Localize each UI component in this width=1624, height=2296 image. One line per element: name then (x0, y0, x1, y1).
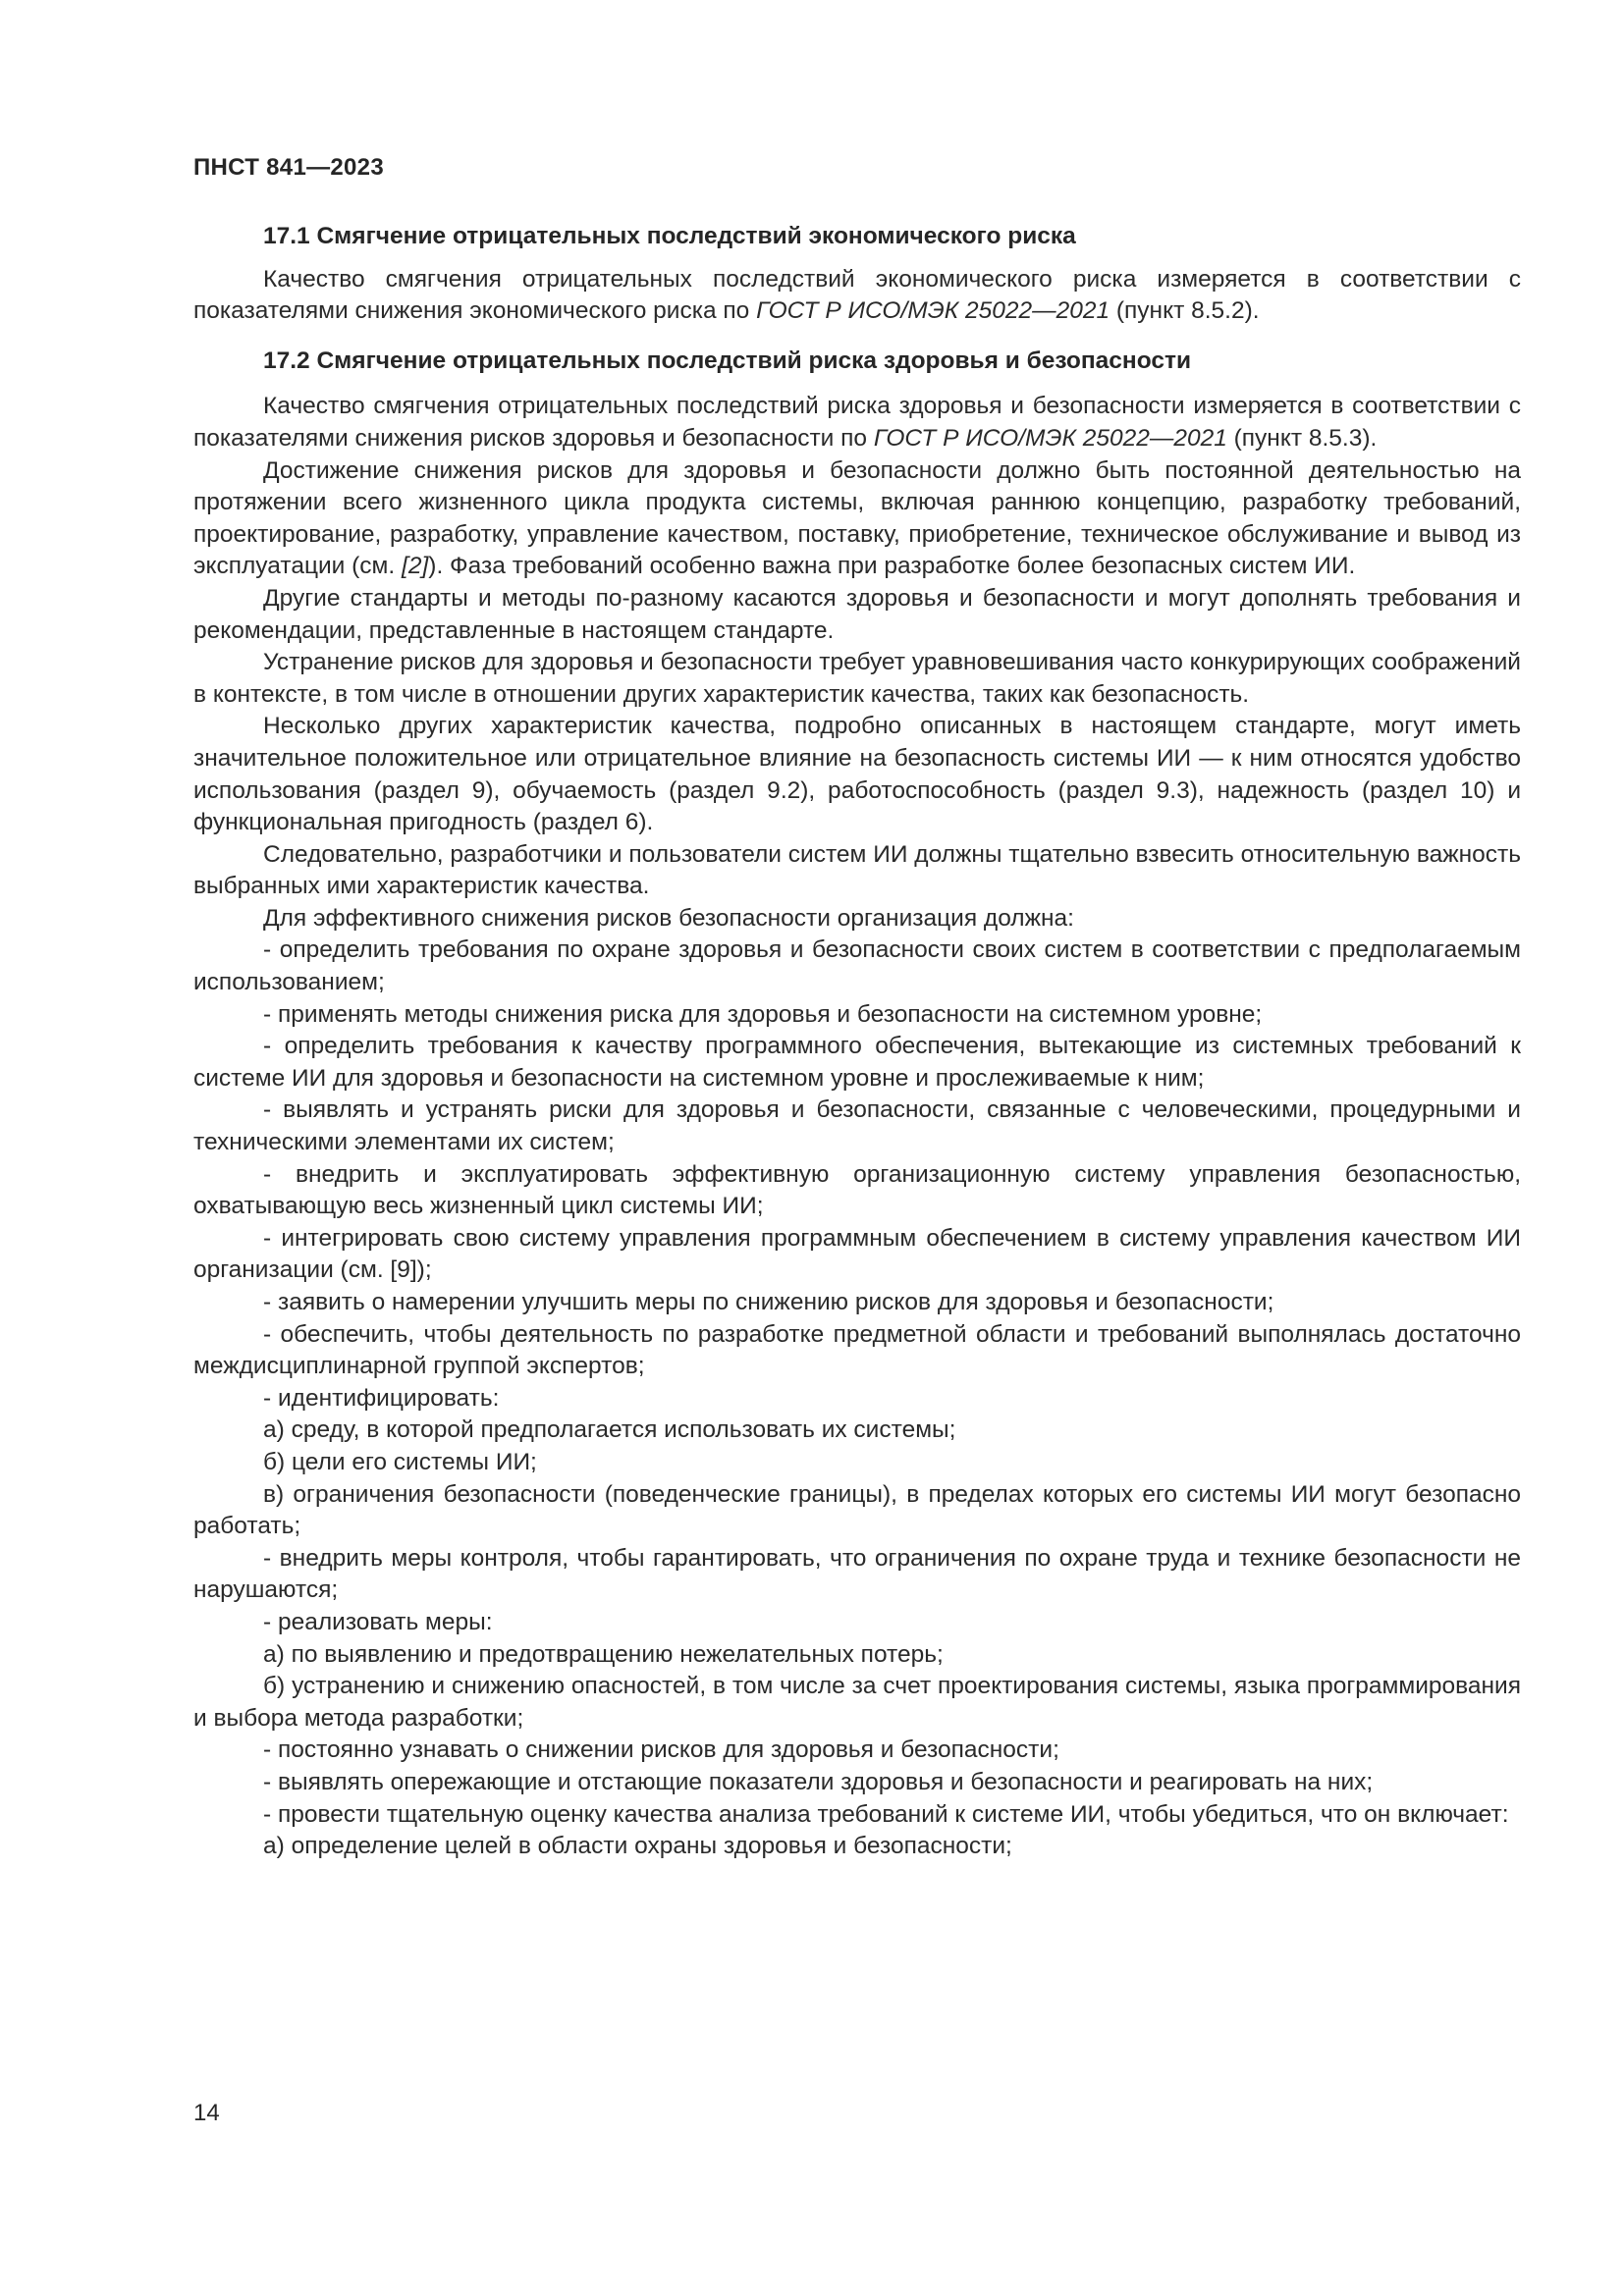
reference: [2] (402, 553, 429, 580)
list-item: в) ограничения безопасности (поведенческие границы), в пределах которых его системы ИИ могут безопасно работать; (193, 1480, 1521, 1540)
list-item: - обеспечить, чтобы деятельность по разработке предметной области и требований выполнялась достаточно междисциплинарной группой экспертов; (193, 1320, 1521, 1380)
list-item: - внедрить меры контроля, чтобы гарантировать, что ограничения по охране труда и технике безопасности не нарушаются; (193, 1544, 1521, 1604)
list-item: - выявлять опережающие и отстающие показатели здоровья и безопасности и реагировать на них; (263, 1768, 1374, 1795)
list-item: а) определение целей в области охраны здоровья и безопасности; (263, 1833, 1012, 1860)
page-number: 14 (193, 2100, 220, 2126)
paragraph: Достижение снижения рисков для здоровья и безопасности должно быть постоянной деятельностью на протяжении всего жизненного цикла продукта системы, включая раннюю концепцию, разработку требований, проектирование, разработку, управление качеством, поставку, приобретение, техническое обслуживание и вывод из эксплуатации (см. [2]). Фаза требований особенно важна при разработке более безопасных систем ИИ. (193, 456, 1521, 580)
list-item: - реализовать меры: (263, 1608, 493, 1635)
paragraph: Качество смягчения отрицательных последствий риска здоровья и безопасности измеряется в соответствии с показателями снижения рисков здоровья и безопасности по ГОСТ Р ИСО/МЭК 25022—2021 (пункт 8.5.3). (193, 393, 1521, 452)
list-item: - внедрить и эксплуатировать эффективную организационную систему управления безопасностью, охватывающую весь жизненный цикл системы ИИ; (193, 1160, 1521, 1220)
document-header: ПНСТ 841—2023 (193, 154, 384, 181)
section-heading-17-2: 17.2 Смягчение отрицательных последствий риска здоровья и безопасности (263, 347, 1192, 374)
list-item: - интегрировать свою систему управления программным обеспечением в систему управления качеством ИИ организации (см. [9]); (193, 1224, 1521, 1284)
list-item: - определить требования по охране здоровья и безопасности своих систем в соответствии с предполагаемым использованием; (193, 936, 1521, 996)
list-item: - определить требования к качеству программного обеспечения, вытекающие из системных требований к системе ИИ для здоровья и безопасности на системном уровне и прослеживаемые к ним; (193, 1033, 1521, 1092)
reference: ГОСТ Р ИСО/МЭК 25022—2021 (756, 297, 1110, 325)
paragraph: Устранение рисков для здоровья и безопасности требует уравновешивания часто конкурирующих соображений в контексте, в том числе в отношении других характеристик качества, таких как безопасность. (193, 649, 1521, 708)
list-item: - заявить о намерении улучшить меры по снижению рисков для здоровья и безопасности; (263, 1289, 1274, 1315)
page-content (193, 221, 1521, 1863)
section-heading-17-1: 17.1 Смягчение отрицательных последствий экономического риска (263, 223, 1076, 249)
list-item: б) цели его системы ИИ; (263, 1448, 537, 1475)
paragraph: Несколько других характеристик качества, подробно описанных в настоящем стандарте, могут иметь значительное положительное или отрицательное влияние на безопасность системы ИИ — к ним относятся удобство использования (раздел 9), обучаемость (раздел 9.2), работоспособность (раздел 9.3), надежность (раздел 10) и функциональная пригодность (раздел 6). (193, 713, 1521, 836)
list-item: а) среду, в которой предполагается использовать их системы; (263, 1416, 956, 1444)
paragraph: Для эффективного снижения рисков безопасности организация должна: (263, 904, 1074, 932)
list-item: - постоянно узнавать о снижении рисков для здоровья и безопасности; (263, 1736, 1059, 1764)
list-item: - применять методы снижения риска для здоровья и безопасности на системном уровне; (263, 1000, 1263, 1028)
list-item: - провести тщательную оценку качества анализа требований к системе ИИ, чтобы убедиться, что он включает: (263, 1800, 1509, 1828)
paragraph: Следовательно, разработчики и пользователи систем ИИ должны тщательно взвесить относительную важность выбранных ими характеристик качества. (193, 840, 1521, 900)
reference: ГОСТ Р ИСО/МЭК 25022—2021 (873, 424, 1227, 452)
paragraph: Качество смягчения отрицательных последствий экономического риска измеряется в соответствии с показателями снижения экономического риска по ГОСТ Р ИСО/МЭК 25022—2021 (пункт 8.5.2). (193, 265, 1521, 325)
list-item: б) устранению и снижению опасностей, в том числе за счет проектирования системы, языка программирования и выбора метода разработки; (193, 1673, 1521, 1732)
list-item: - идентифицировать: (263, 1384, 500, 1412)
paragraph: Другие стандарты и методы по-разному касаются здоровья и безопасности и могут дополнять требования и рекомендации, представленные в настоящем стандарте. (193, 584, 1521, 644)
list-item: - выявлять и устранять риски для здоровья и безопасности, связанные с человеческими, процедурными и техническими элементами их систем; (193, 1096, 1521, 1156)
list-item: а) по выявлению и предотвращению нежелательных потерь; (263, 1640, 944, 1668)
